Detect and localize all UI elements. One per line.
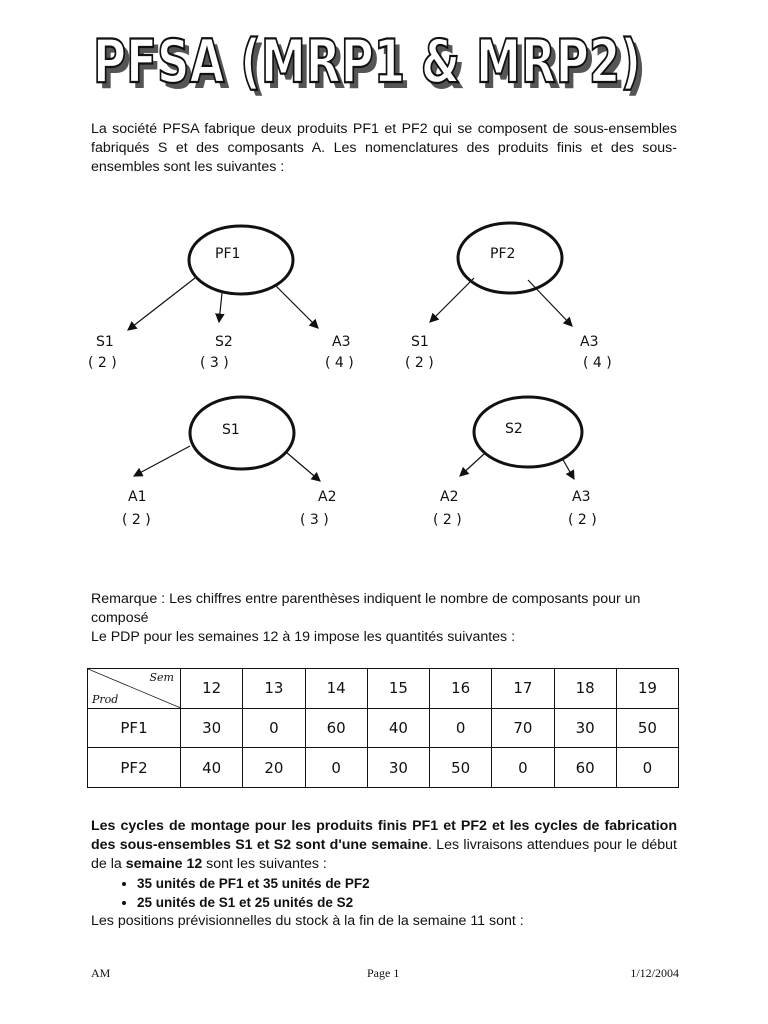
value-cell: 0	[430, 708, 492, 748]
week-header: 12	[181, 669, 243, 709]
s1-label: S1	[222, 422, 240, 438]
value-cell: 60	[305, 708, 367, 748]
s2-tree	[433, 397, 597, 528]
pf1-child-s2: S2	[215, 334, 233, 350]
s2-child-a3-qty: ( 2 )	[568, 512, 597, 528]
intro-text: La société PFSA fabrique deux produits PF1 et PF2 qui se composent de sous-ensembles fabriqués S et des composants A. Les nomenclatures des produits finis et des sous-ensembles sont les suivantes :	[91, 121, 677, 175]
s2-child-a2: A2	[440, 489, 459, 505]
pdp-table	[87, 668, 679, 788]
s1-tree	[122, 397, 336, 528]
week-header: 19	[616, 669, 678, 709]
week-header: 13	[243, 669, 305, 709]
footer-page-number: Page 1	[367, 966, 400, 980]
value-cell: 50	[430, 748, 492, 788]
cycles-end-text: sont les suivantes :	[202, 856, 327, 872]
pf2-child-s1-qty: ( 2 )	[405, 355, 434, 371]
value-cell: 0	[616, 748, 678, 788]
value-cell: 0	[305, 748, 367, 788]
value-cell: 40	[181, 748, 243, 788]
week-header: 15	[367, 669, 429, 709]
value-cell: 30	[367, 748, 429, 788]
cycles-bold-text: Les cycles de montage pour les produits finis PF1 et PF2 et les cycles de fabrication des sous-ensembles S1 et S2 sont d'une semaine	[91, 818, 677, 853]
stock-text: Les positions prévisionnelles du stock à la fin de la semaine 11 sont :	[91, 913, 524, 929]
pf2-child-a3-qty: ( 4 )	[583, 355, 612, 371]
value-cell: 40	[367, 708, 429, 748]
value-cell: 30	[181, 708, 243, 748]
value-cell: 30	[554, 708, 616, 748]
pf1-label: PF1	[215, 246, 241, 262]
table-row-pf2	[88, 748, 679, 788]
table-row-pf1	[88, 708, 679, 748]
value-cell: 0	[492, 748, 554, 788]
s2-child-a3: A3	[572, 489, 591, 505]
list-item: • 35 unités de PF1 et 35 unités de PF2	[137, 874, 677, 893]
pf2-tree	[405, 223, 612, 371]
s2-label: S2	[505, 421, 523, 437]
s1-child-a1: A1	[128, 489, 147, 505]
pdp-corner-cell	[88, 669, 181, 709]
cycles-paragraph	[91, 817, 677, 931]
pf2-child-s1: S1	[411, 334, 429, 350]
pf1-child-s1: S1	[96, 334, 114, 350]
list-item: • 25 unités de S1 et 25 unités de S2	[137, 893, 677, 912]
s1-node	[190, 397, 294, 469]
remarque-text: Remarque : Les chiffres entre parenthèses indiquent le nombre de composants pour un composé	[91, 591, 641, 626]
pf1-child-s1-qty: ( 2 )	[88, 355, 117, 371]
page-title	[90, 20, 660, 100]
s1-child-a1-qty: ( 2 )	[122, 512, 151, 528]
footer-author: AM	[91, 966, 111, 980]
value-cell: 0	[243, 708, 305, 748]
pdp-header-row	[88, 669, 679, 709]
cycles-week: semaine 12	[125, 856, 203, 872]
product-cell: PF1	[88, 708, 181, 748]
pf1-child-s2-qty: ( 3 )	[200, 355, 229, 371]
value-cell: 50	[616, 708, 678, 748]
remarque-block	[91, 590, 681, 647]
value-cell: 20	[243, 748, 305, 788]
product-cell: PF2	[88, 748, 181, 788]
s1-child-a2: A2	[318, 489, 337, 505]
corner-prod-label: Prod	[92, 692, 119, 706]
value-cell: 60	[554, 748, 616, 788]
pf1-child-a3: A3	[332, 334, 351, 350]
cycles-text	[91, 817, 677, 874]
pf2-child-a3: A3	[580, 334, 599, 350]
intro-paragraph	[91, 120, 677, 177]
livraisons-list	[91, 874, 677, 912]
pf1-tree	[88, 226, 354, 371]
pf1-child-a3-qty: ( 4 )	[325, 355, 354, 371]
week-header: 17	[492, 669, 554, 709]
value-cell: 70	[492, 708, 554, 748]
pf2-label: PF2	[490, 246, 516, 262]
footer-date: 1/12/2004	[630, 966, 679, 980]
s2-child-a2-qty: ( 2 )	[433, 512, 462, 528]
title-text: PFSA (MRP1 & MRP2)	[93, 27, 641, 97]
pf1-node	[189, 226, 293, 294]
corner-sem-label: Sem	[149, 671, 174, 684]
s2-node	[474, 397, 582, 467]
week-header: 14	[305, 669, 367, 709]
week-header: 16	[430, 669, 492, 709]
pdp-intro: Le PDP pour les semaines 12 à 19 impose les quantités suivantes :	[91, 629, 516, 645]
s1-child-a2-qty: ( 3 )	[300, 512, 329, 528]
title-shadow: PFSA (MRP1 & MRP2)	[98, 33, 646, 100]
week-header: 18	[554, 669, 616, 709]
cycles-rest-text: . Les livraisons attendues pour le début de la	[91, 837, 677, 872]
nomenclature-diagram	[0, 200, 768, 540]
